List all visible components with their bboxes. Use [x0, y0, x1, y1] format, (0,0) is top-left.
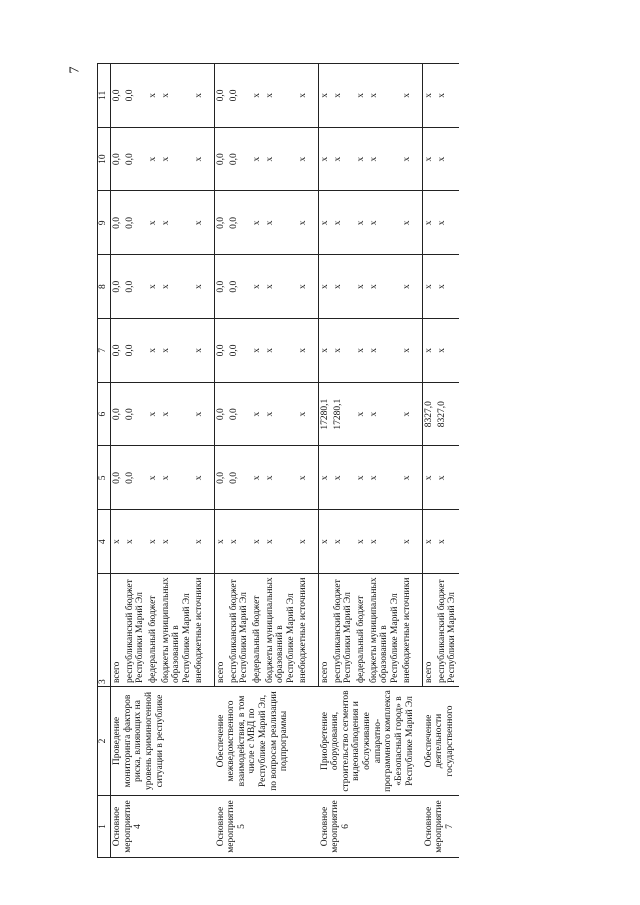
value-cell: 0,0	[111, 191, 124, 255]
value-cell: x	[147, 382, 160, 446]
col-header-7: 7	[98, 319, 111, 383]
value-cell: x	[251, 382, 264, 446]
value-cell: x	[423, 319, 436, 383]
value-cell: 0,0	[111, 64, 124, 128]
value-cell: x	[355, 510, 368, 574]
separator-cell	[414, 446, 423, 510]
funding-source-cell: федеральный бюджет	[147, 574, 160, 687]
activity-code-cell: Основное мероприятие 4	[111, 796, 215, 858]
table-row	[423, 64, 436, 858]
separator-cell	[310, 574, 319, 687]
funding-source-cell: бюджеты муниципальных образований в Республике Марий Эл	[160, 574, 194, 687]
value-cell: x	[124, 510, 147, 574]
funding-source-cell: всего	[423, 574, 436, 687]
value-cell: x	[319, 127, 332, 191]
value-cell: 0,0	[215, 255, 228, 319]
separator-cell	[206, 510, 215, 574]
activity-name-cell: Приобретение оборудования, строительство сегментов видеонаблюдения и обслуживание аппаратно-программного комплекса «Безопасный город» в Республике Марий Эл	[319, 687, 423, 796]
value-cell: x	[160, 191, 194, 255]
funding-source-cell: внебюджетные источники	[297, 574, 310, 687]
funding-source-cell: республиканский бюджет Республики Марий Эл	[332, 574, 355, 687]
value-cell: x	[264, 319, 298, 383]
value-cell: x	[332, 319, 355, 383]
col-header-6: 6	[98, 382, 111, 446]
separator-cell	[414, 574, 423, 687]
value-cell: x	[368, 64, 402, 128]
rotated-table-container	[97, 63, 557, 858]
value-cell: x	[147, 255, 160, 319]
value-cell: x	[160, 319, 194, 383]
value-cell: x	[297, 446, 310, 510]
funding-source-cell: всего	[319, 574, 332, 687]
value-cell: x	[368, 191, 402, 255]
value-cell: x	[297, 191, 310, 255]
separator-cell	[310, 127, 319, 191]
value-cell: 0,0	[215, 446, 228, 510]
value-cell: x	[332, 64, 355, 128]
value-cell: x	[251, 64, 264, 128]
value-cell: 0,0	[111, 127, 124, 191]
value-cell: x	[332, 255, 355, 319]
value-cell: x	[332, 510, 355, 574]
separator-cell	[414, 64, 423, 128]
funding-source-cell: федеральный бюджет	[355, 574, 368, 687]
value-cell: x	[297, 127, 310, 191]
value-cell: x	[264, 255, 298, 319]
value-cell: x	[368, 255, 402, 319]
table-row	[319, 64, 332, 858]
col-header-8: 8	[98, 255, 111, 319]
value-cell: x	[319, 255, 332, 319]
activity-name-cell: Обеспечение межведомственного взаимодействия, в том числе с МВД по Республике Марий Эл, по вопросам реализации подпрограммы	[215, 687, 319, 796]
value-cell: 0,0	[124, 446, 147, 510]
separator-cell	[206, 574, 215, 687]
value-cell: x	[401, 510, 414, 574]
value-cell: x	[319, 446, 332, 510]
value-cell: x	[436, 64, 459, 128]
value-cell: 0,0	[228, 319, 251, 383]
value-cell: x	[193, 319, 206, 383]
activity-code-cell: Основное мероприятие 5	[215, 796, 319, 858]
value-cell: 0,0	[228, 191, 251, 255]
separator-cell	[310, 446, 319, 510]
value-cell: 0,0	[228, 446, 251, 510]
value-cell: x	[147, 319, 160, 383]
activity-code-cell: Основное мероприятие 6	[319, 796, 423, 858]
value-cell: 0,0	[124, 319, 147, 383]
value-cell: x	[423, 510, 436, 574]
value-cell: x	[401, 64, 414, 128]
separator-cell	[206, 255, 215, 319]
table-body	[111, 64, 459, 858]
value-cell: x	[423, 255, 436, 319]
value-cell: 0,0	[228, 127, 251, 191]
value-cell: x	[264, 510, 298, 574]
value-cell: x	[423, 446, 436, 510]
value-cell: x	[423, 64, 436, 128]
value-cell: x	[147, 127, 160, 191]
value-cell: 0,0	[228, 255, 251, 319]
funding-source-cell: федеральный бюджет	[251, 574, 264, 687]
value-cell: 8327,0	[436, 382, 459, 446]
value-cell: x	[401, 382, 414, 446]
value-cell: x	[319, 510, 332, 574]
value-cell: x	[160, 382, 194, 446]
separator-cell	[310, 255, 319, 319]
value-cell: x	[228, 510, 251, 574]
value-cell: 0,0	[111, 382, 124, 446]
value-cell: 0,0	[124, 64, 147, 128]
value-cell: 17280,1	[332, 382, 355, 446]
value-cell: x	[193, 64, 206, 128]
col-header-4: 4	[98, 510, 111, 574]
separator-cell	[310, 319, 319, 383]
activity-name-cell: Проведение мониторинга факторов риска, влияющих на уровень криминогенной ситуации в республике	[111, 687, 215, 796]
budget-table	[97, 63, 459, 858]
value-cell: x	[193, 510, 206, 574]
value-cell: x	[251, 127, 264, 191]
value-cell: 0,0	[215, 319, 228, 383]
value-cell: x	[297, 64, 310, 128]
value-cell: x	[332, 127, 355, 191]
header-row	[98, 64, 111, 858]
value-cell: 0,0	[124, 127, 147, 191]
col-header-9: 9	[98, 191, 111, 255]
value-cell: x	[368, 382, 402, 446]
separator-cell	[414, 255, 423, 319]
value-cell: 0,0	[124, 191, 147, 255]
value-cell: x	[264, 382, 298, 446]
table-row	[111, 64, 124, 858]
separator-cell	[414, 319, 423, 383]
separator-cell	[206, 191, 215, 255]
value-cell: x	[319, 319, 332, 383]
value-cell: x	[436, 510, 459, 574]
separator-cell	[206, 127, 215, 191]
value-cell: x	[251, 255, 264, 319]
value-cell: x	[111, 510, 124, 574]
value-cell: x	[436, 446, 459, 510]
separator-cell	[414, 510, 423, 574]
value-cell: x	[423, 191, 436, 255]
value-cell: x	[147, 510, 160, 574]
value-cell: x	[368, 127, 402, 191]
value-cell: x	[297, 255, 310, 319]
value-cell: x	[355, 255, 368, 319]
value-cell: x	[436, 255, 459, 319]
value-cell: x	[332, 191, 355, 255]
funding-source-cell: бюджеты муниципальных образований в Республике Марий Эл	[264, 574, 298, 687]
separator-cell	[310, 191, 319, 255]
value-cell: x	[264, 191, 298, 255]
value-cell: x	[355, 382, 368, 446]
funding-source-cell: внебюджетные источники	[193, 574, 206, 687]
col-header-5: 5	[98, 446, 111, 510]
value-cell: x	[401, 446, 414, 510]
value-cell: 0,0	[228, 64, 251, 128]
value-cell: x	[251, 191, 264, 255]
funding-source-cell: республиканский бюджет Республики Марий Эл	[228, 574, 251, 687]
value-cell: x	[368, 446, 402, 510]
value-cell: x	[160, 127, 194, 191]
value-cell: x	[160, 510, 194, 574]
value-cell: x	[147, 64, 160, 128]
separator-cell	[414, 382, 423, 446]
value-cell: x	[193, 446, 206, 510]
value-cell: x	[368, 510, 402, 574]
separator-cell	[206, 382, 215, 446]
value-cell: x	[436, 319, 459, 383]
activity-code-cell: Основное мероприятие 7	[423, 796, 459, 858]
value-cell: x	[355, 127, 368, 191]
funding-source-cell: бюджеты муниципальных образований в Республике Марий Эл	[368, 574, 402, 687]
col-header-3: 3	[98, 574, 111, 687]
value-cell: x	[423, 127, 436, 191]
col-header-2: 2	[98, 687, 111, 796]
value-cell: x	[251, 319, 264, 383]
value-cell: 0,0	[215, 191, 228, 255]
value-cell: 8327,0	[423, 382, 436, 446]
value-cell: x	[193, 127, 206, 191]
separator-cell	[310, 382, 319, 446]
value-cell: x	[355, 319, 368, 383]
value-cell: 0,0	[111, 319, 124, 383]
value-cell: x	[297, 319, 310, 383]
value-cell: x	[251, 510, 264, 574]
value-cell: x	[147, 446, 160, 510]
value-cell: x	[401, 127, 414, 191]
col-header-10: 10	[98, 127, 111, 191]
table-row	[215, 64, 228, 858]
value-cell: x	[264, 64, 298, 128]
funding-source-cell: внебюджетные источники	[401, 574, 414, 687]
value-cell: 0,0	[215, 382, 228, 446]
value-cell: 0,0	[215, 64, 228, 128]
value-cell: x	[368, 319, 402, 383]
funding-source-cell: всего	[215, 574, 228, 687]
value-cell: x	[297, 382, 310, 446]
value-cell: x	[160, 64, 194, 128]
value-cell: x	[355, 64, 368, 128]
value-cell: 0,0	[124, 382, 147, 446]
value-cell: x	[193, 255, 206, 319]
col-header-11: 11	[98, 64, 111, 128]
value-cell: 0,0	[111, 255, 124, 319]
separator-cell	[310, 510, 319, 574]
value-cell: x	[401, 191, 414, 255]
value-cell: x	[401, 255, 414, 319]
value-cell: x	[319, 64, 332, 128]
value-cell: x	[436, 191, 459, 255]
value-cell: x	[355, 191, 368, 255]
separator-cell	[206, 446, 215, 510]
separator-cell	[414, 127, 423, 191]
value-cell: x	[160, 446, 194, 510]
value-cell: 0,0	[124, 255, 147, 319]
col-header-1: 1	[98, 796, 111, 858]
separator-cell	[206, 319, 215, 383]
value-cell: x	[193, 382, 206, 446]
separator-cell	[310, 64, 319, 128]
value-cell: x	[297, 510, 310, 574]
activity-name-cell: Обеспечение деятельности государственного	[423, 687, 459, 796]
value-cell: x	[264, 127, 298, 191]
value-cell: x	[147, 191, 160, 255]
value-cell: x	[355, 446, 368, 510]
funding-source-cell: всего	[111, 574, 124, 687]
value-cell: x	[193, 191, 206, 255]
page-number: 7	[67, 66, 83, 74]
separator-cell	[206, 64, 215, 128]
value-cell: 17280,1	[319, 382, 332, 446]
value-cell: x	[264, 446, 298, 510]
value-cell: x	[436, 127, 459, 191]
value-cell: 0,0	[228, 382, 251, 446]
separator-cell	[414, 191, 423, 255]
value-cell: x	[251, 446, 264, 510]
value-cell: x	[401, 319, 414, 383]
funding-source-cell: республиканский бюджет Республики Марий Эл	[436, 574, 459, 687]
value-cell: 0,0	[215, 127, 228, 191]
value-cell: x	[332, 446, 355, 510]
value-cell: x	[319, 191, 332, 255]
value-cell: 0,0	[111, 446, 124, 510]
value-cell: x	[160, 255, 194, 319]
value-cell: x	[215, 510, 228, 574]
funding-source-cell: республиканский бюджет Республики Марий Эл	[124, 574, 147, 687]
